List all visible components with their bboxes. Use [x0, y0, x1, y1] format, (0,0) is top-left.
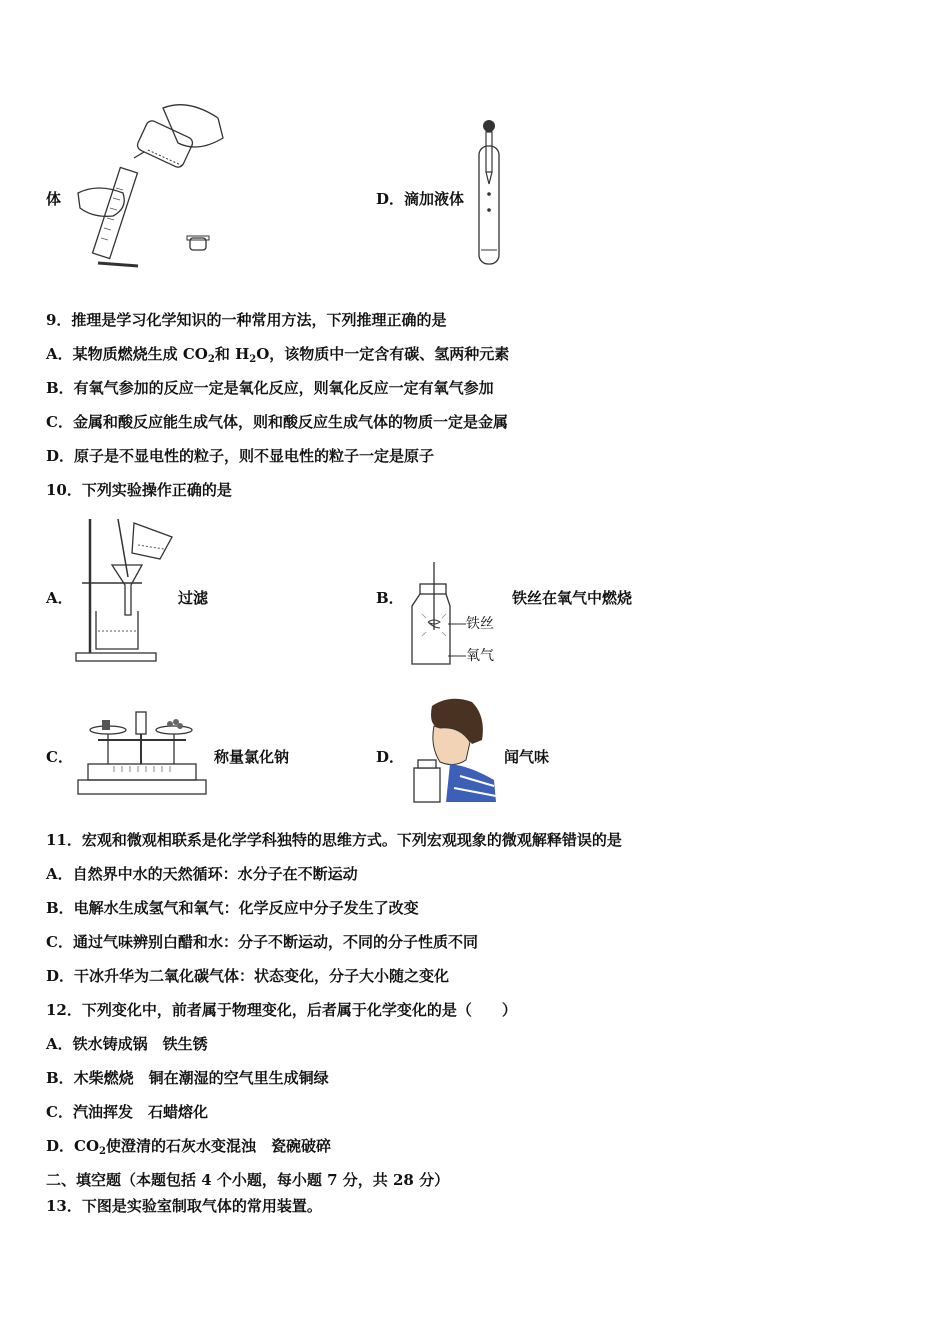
q10-stem: 10．下列实验操作正确的是 — [46, 481, 232, 499]
q11-option-a: A．自然界中水的天然循环：水分子在不断运动 — [46, 865, 358, 883]
q11-option-c: C．通过气味辨别白醋和水：分子不断运动，不同的分子性质不同 — [46, 933, 478, 951]
q10-option-a-letter: A． — [46, 589, 73, 607]
balance-figure — [74, 708, 210, 796]
q12-option-a: A．铁水铸成锅 铁生锈 — [46, 1035, 208, 1053]
option-c-tail-text: 体 — [46, 190, 62, 208]
q11-option-b: B．电解水生成氢气和氧气：化学反应中分子发生了改变 — [46, 899, 419, 917]
q9-option-d: D．原子是不显电性的粒子，则不显电性的粒子一定是原子 — [46, 447, 435, 465]
q10-option-c-letter: C． — [46, 748, 73, 766]
smelling-figure — [410, 696, 500, 804]
q10-option-d-caption: 闻气味 — [504, 748, 550, 766]
q12-option-c: C．汽油挥发 石蜡熔化 — [46, 1103, 208, 1121]
pouring-liquid-figure — [68, 98, 228, 270]
q12-option-b: B．木柴燃烧 铜在潮湿的空气里生成铜绿 — [46, 1069, 329, 1087]
q9-option-a: A．某物质燃烧生成 $CO_2$和 $H_2O$，该物质中一定含有碳、氢两种元素 — [46, 345, 510, 365]
dropper-figure — [472, 118, 506, 270]
oxygen-label: 氧气 — [466, 648, 494, 664]
label-leader-lines — [448, 618, 468, 668]
q9-option-c: C．金属和酸反应能生成气体，则和酸反应生成气体的物质一定是金属 — [46, 413, 508, 431]
q10-option-c-caption: 称量氯化钠 — [214, 748, 290, 766]
q13-stem: 13．下图是实验室制取气体的常用装置。 — [46, 1197, 322, 1215]
q9-stem: 9．推理是学习化学知识的一种常用方法，下列推理正确的是 — [46, 311, 447, 329]
filtration-figure — [72, 515, 182, 665]
iron-wire-label: 铁丝 — [466, 616, 494, 632]
q9-option-b: B．有氧气参加的反应一定是氧化反应，则氧化反应一定有氧气参加 — [46, 379, 494, 397]
q11-stem: 11．宏观和微观相联系是化学学科独特的思维方式。下列宏观现象的微观解释错误的是 — [46, 831, 622, 849]
q11-option-d: D．干冰升华为二氧化碳气体：状态变化，分子大小随之变化 — [46, 967, 450, 985]
q12-stem: 12．下列变化中，前者属于物理变化，后者属于化学变化的是（ ） — [46, 1001, 517, 1019]
section-heading: 二、填空题（本题包括 4 个小题，每小题 7 分，共 28 分） — [46, 1171, 450, 1189]
q12-option-d: D．$CO_2$使澄清的石灰水变混浊 瓷碗破碎 — [46, 1137, 331, 1157]
q10-option-d-letter: D． — [376, 748, 405, 766]
q10-option-a-caption: 过滤 — [178, 589, 209, 607]
option-d-label: D．滴加液体 — [376, 190, 465, 208]
q10-option-b-letter: B． — [376, 589, 404, 607]
q10-option-b-caption: 铁丝在氧气中燃烧 — [512, 589, 633, 607]
